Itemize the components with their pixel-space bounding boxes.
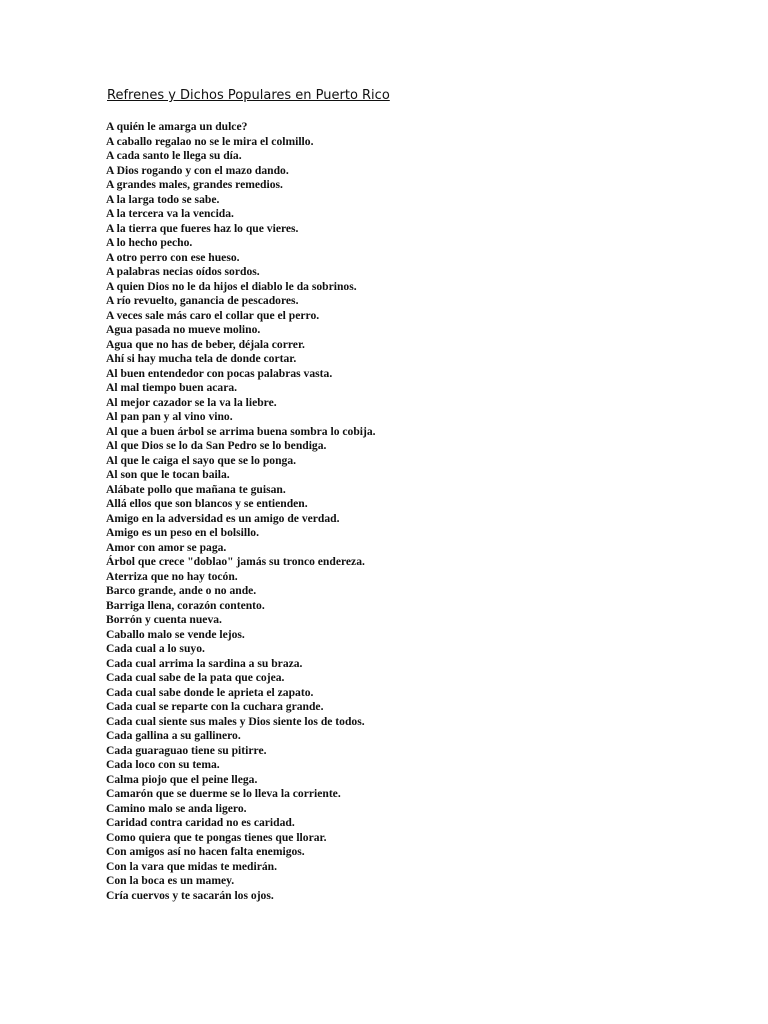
saying-line: Camarón que se duerme se lo lleva la corriente. xyxy=(106,787,341,800)
saying-line: A grandes males, grandes remedios. xyxy=(106,178,283,191)
saying-line: Cada cual siente sus males y Dios siente los de todos. xyxy=(106,714,365,728)
saying-line: Ahí si hay mucha tela de donde cortar. xyxy=(106,352,297,365)
saying-line: Agua que no has de beber, déjala correr. xyxy=(106,337,305,351)
saying-line: A quién le amarga un dulce? xyxy=(106,120,248,133)
saying-line: Caridad contra caridad no es caridad. xyxy=(106,816,295,829)
saying-line: Al que le caiga el sayo que se lo ponga. xyxy=(106,453,297,467)
saying-line: A lo hecho pecho. xyxy=(106,236,193,249)
saying-line: Cada cual arrima la sardina a su braza. xyxy=(106,656,303,670)
saying-line: Con la vara que midas te medirán. xyxy=(106,859,278,873)
saying-line: Amigo en la adversidad es un amigo de verdad. xyxy=(106,511,340,525)
saying-line: Árbol que crece "doblao" jamás su tronco endereza. xyxy=(106,555,365,568)
saying-line: Allá ellos que son blancos y se entienden. xyxy=(106,497,308,510)
saying-line: Al que a buen árbol se arrima buena sombra lo cobija. xyxy=(106,424,376,438)
document-title: Refrenes y Dichos Populares en Puerto Rico xyxy=(107,88,390,103)
saying-line: Al mejor cazador se la va la liebre. xyxy=(106,395,277,409)
saying-line: Con la boca es un mamey. xyxy=(106,874,235,887)
saying-line: A veces sale más caro el collar que el perro. xyxy=(106,308,320,322)
saying-line: Barriga llena, corazón contento. xyxy=(106,598,265,612)
saying-line: Cada cual sabe de la pata que cojea. xyxy=(106,671,285,684)
saying-line: A la tercera va la vencida. xyxy=(106,207,234,220)
saying-line: Amigo es un peso en el bolsillo. xyxy=(106,526,259,539)
saying-line: Al buen entendedor con pocas palabras vasta. xyxy=(106,366,333,380)
saying-line: A cada santo le llega su día. xyxy=(106,149,242,162)
saying-line: Como quiera que te pongas tienes que llorar. xyxy=(106,830,327,844)
saying-line: Cada cual a lo suyo. xyxy=(106,642,205,655)
saying-line: Cría cuervos y te sacarán los ojos. xyxy=(106,888,274,902)
saying-line: Camino malo se anda ligero. xyxy=(106,801,247,815)
saying-line: Alábate pollo que mañana te guisan. xyxy=(106,482,286,496)
saying-line: Cada cual se reparte con la cuchara grande. xyxy=(106,700,324,713)
saying-line: Amor con amor se paga. xyxy=(106,540,227,554)
saying-line: Al mal tiempo buen acara. xyxy=(106,381,238,394)
saying-line: Barco grande, ande o no ande. xyxy=(106,584,257,597)
saying-line: Calma piojo que el peine llega. xyxy=(106,772,258,786)
saying-line: Al son que le tocan baila. xyxy=(106,468,230,481)
saying-line: Agua pasada no mueve molino. xyxy=(106,323,261,336)
saying-line: A palabras necias oídos sordos. xyxy=(106,265,260,278)
saying-line: A la tierra que fueres haz lo que vieres. xyxy=(106,221,299,235)
saying-line: Aterriza que no hay tocón. xyxy=(106,569,238,583)
saying-line: Cada guaraguao tiene su pitirre. xyxy=(106,743,267,757)
sayings-list xyxy=(106,120,376,903)
saying-line: A quien Dios no le da hijos el diablo le da sobrinos. xyxy=(106,279,357,293)
saying-line: Al que Dios se lo da San Pedro se lo bendiga. xyxy=(106,439,327,452)
saying-line: Caballo malo se vende lejos. xyxy=(106,627,245,641)
saying-line: Con amigos así no hacen falta enemigos. xyxy=(106,845,305,858)
saying-line: A otro perro con ese hueso. xyxy=(106,250,240,264)
saying-line: Borrón y cuenta nueva. xyxy=(106,613,222,626)
saying-line: Cada cual sabe donde le aprieta el zapato. xyxy=(106,685,314,699)
saying-line: A la larga todo se sabe. xyxy=(106,192,220,206)
saying-line: Al pan pan y al vino vino. xyxy=(106,410,233,423)
saying-line: Cada gallina a su gallinero. xyxy=(106,729,241,742)
saying-line: A Dios rogando y con el mazo dando. xyxy=(106,163,289,177)
saying-line: A río revuelto, ganancia de pescadores. xyxy=(106,294,299,307)
saying-line: Cada loco con su tema. xyxy=(106,758,220,771)
saying-line: A caballo regalao no se le mira el colmillo. xyxy=(106,134,314,148)
